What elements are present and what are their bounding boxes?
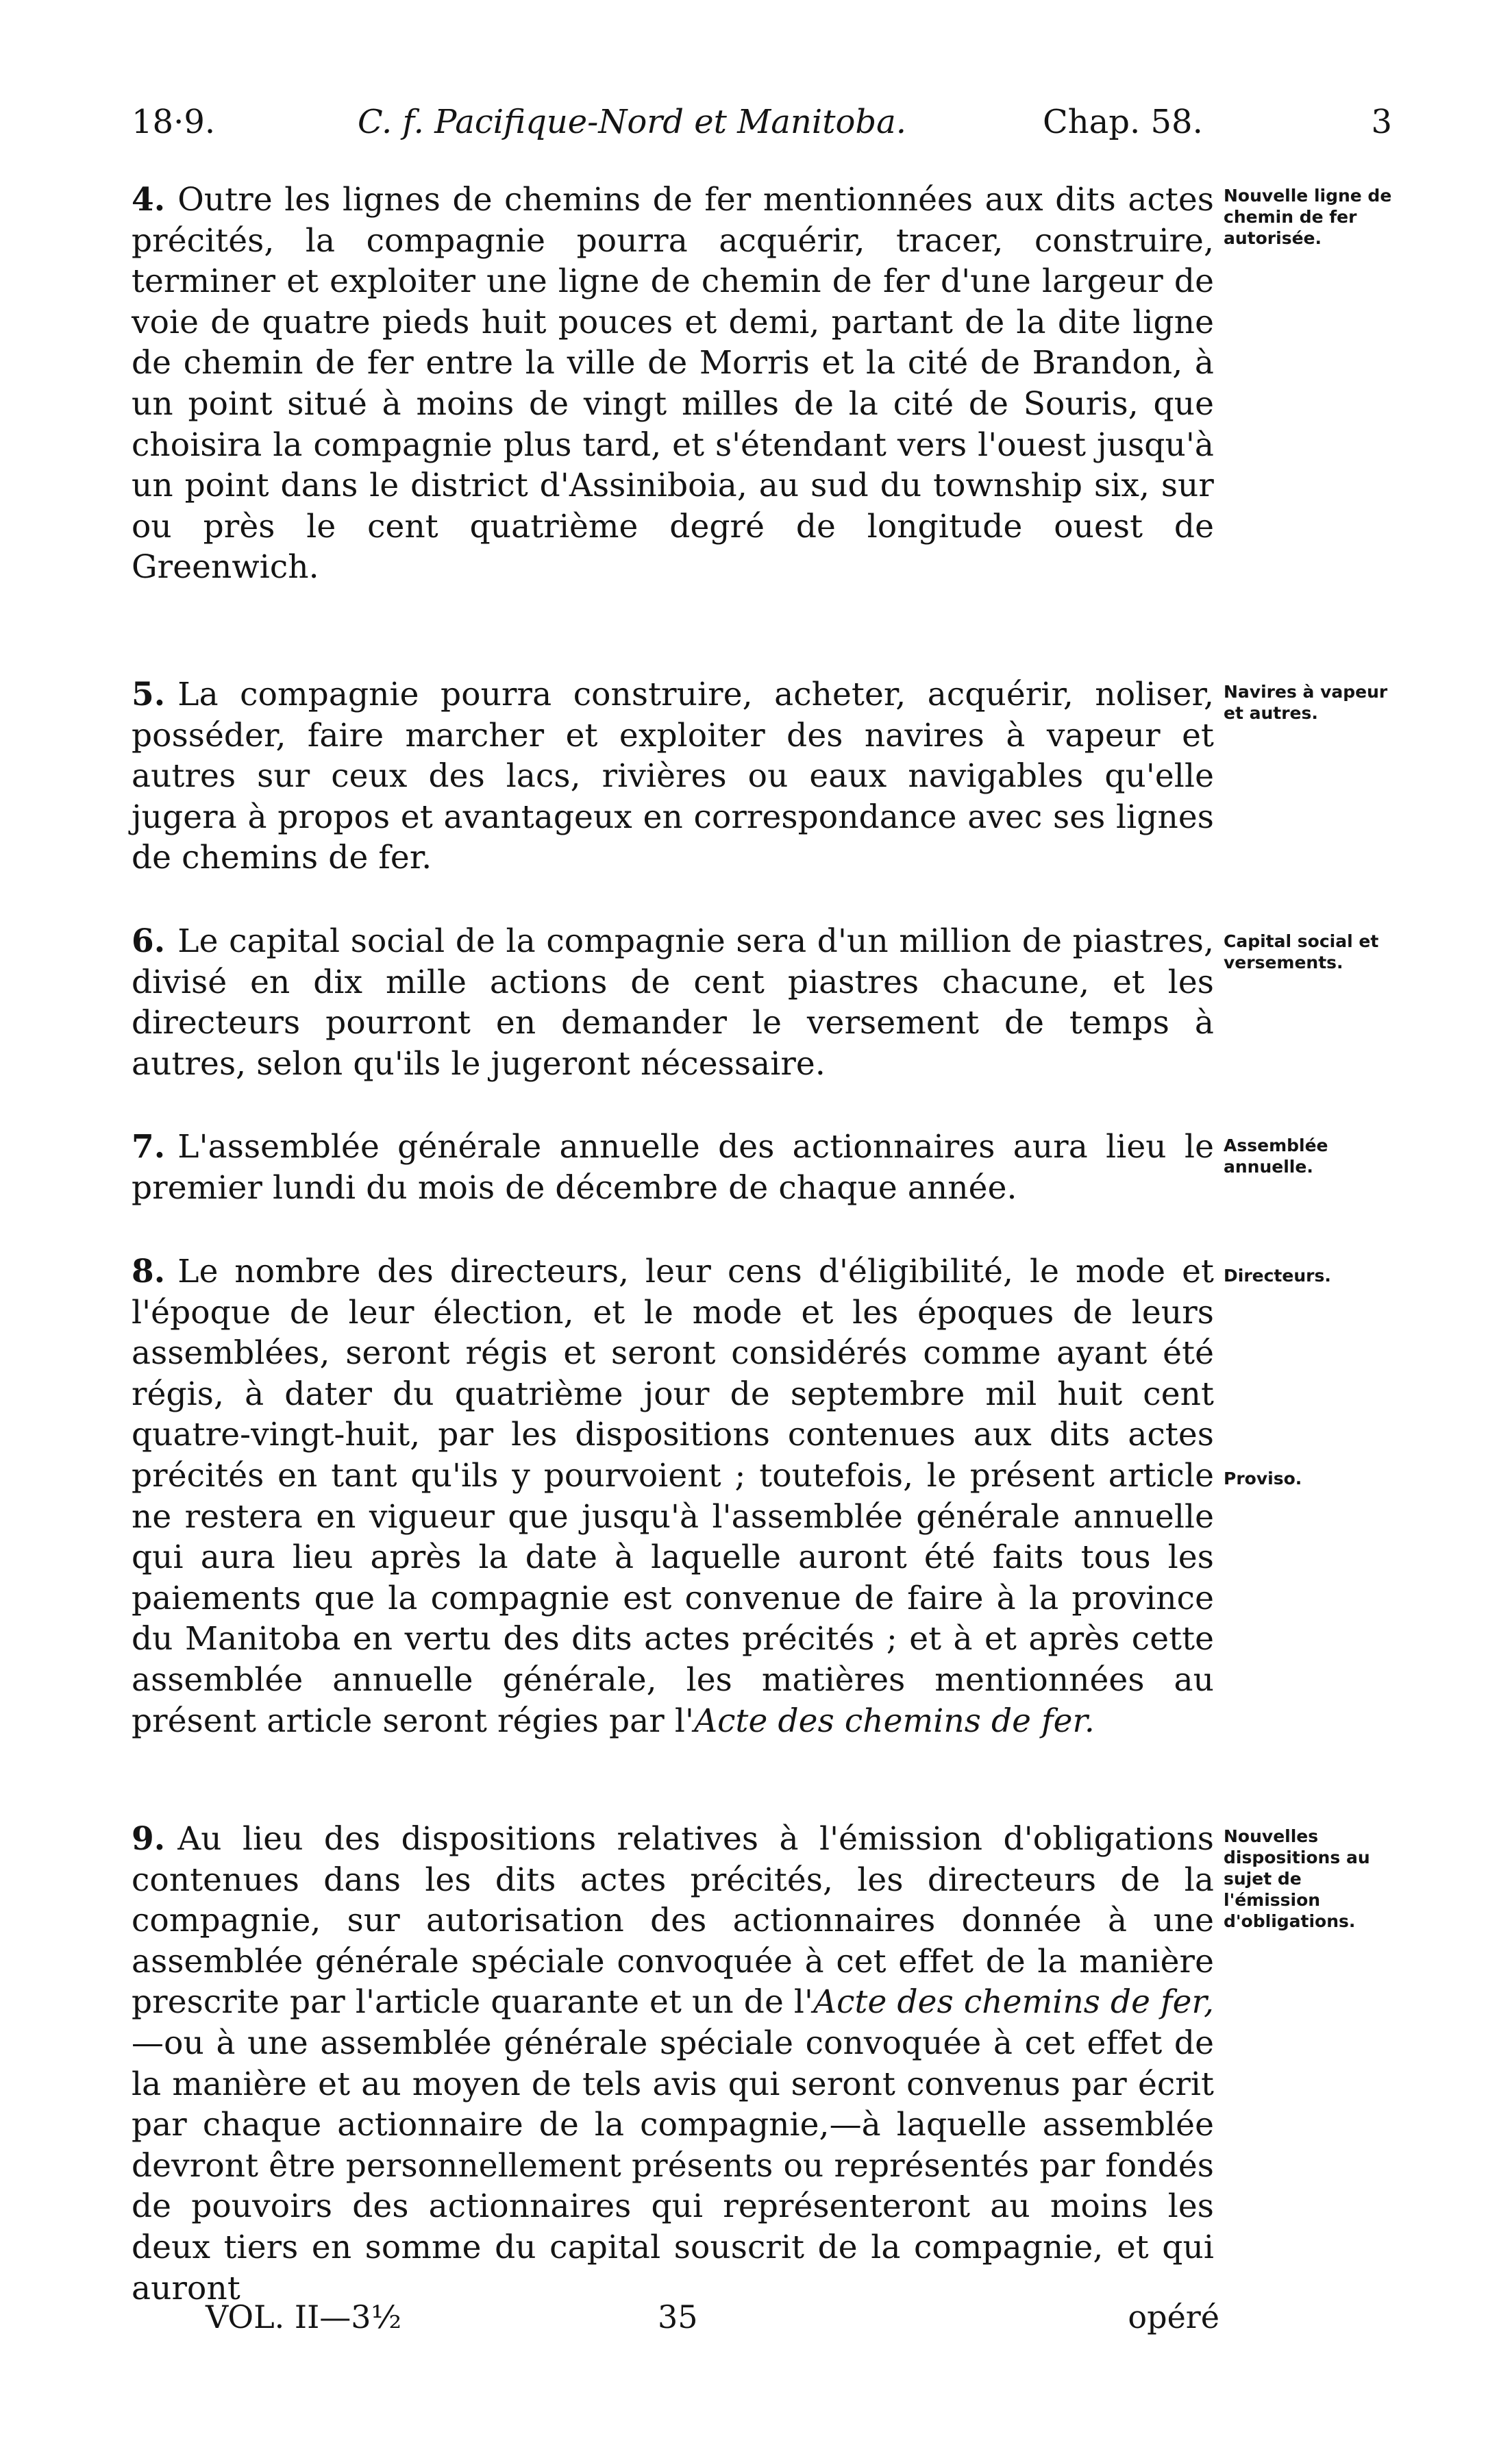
footer-volume: VOL. II—3½ [206, 2298, 402, 2335]
section-8 [132, 1251, 1214, 1741]
header-year: 18·9. [132, 103, 216, 141]
section-body: L'assemblée générale annuelle des actionnaires aura lieu le premier lundi du mois de décembre de chaque année. [132, 1128, 1214, 1207]
act-title-italic: Acte des chemins de fer, [813, 1983, 1214, 2022]
section-body: Outre les lignes de chemins de fer mentionnées aux dits actes précités, la compagnie pourra acquérir, tracer, construire, terminer et exploiter une ligne de chemin de fer d'une largeur de voie de quatre pieds huit pouces et demi, partant de la dite ligne de chemin de fer entre la ville de Morris et la cité de Brandon, à un point situé à moins de vingt milles de la cité de Souris, que choisira la compagnie plus tard, et s'étendant vers l'ouest jusqu'à un point dans le district d'Assiniboia, au sud du township six, sur ou près le cent quatrième degré de longitude ouest de Greenwich. [132, 181, 1214, 587]
act-title-italic: Acte des chemins de fer. [694, 1702, 1095, 1740]
margin-note-capital: Capital social et versements. [1224, 931, 1379, 972]
section-body: Le nombre des directeurs, leur cens d'éligibilité, le mode et l'époque de leur élection, et le mode et les époques de leurs assemblées, seront régis et seront considérés comme ayant été régis, à dater du quatrième jour de septembre mil huit cent quatre-vingt-huit, par les dispositions contenues aux dits actes précités en tant qu'ils y pourvoient ; toutefois, le présent article ne restera en vigueur que jusqu'à l'assemblée générale annuelle qui aura lieu après la date à laquelle auront été faits tous les paiements que la compagnie est convenue de faire à la province du Manitoba en vertu des dits actes précités ; et à et après cette assemblée annuelle générale, les matières mentionnées au présent article seront régies par l' [132, 1253, 1214, 1740]
section-9 [132, 1819, 1214, 2309]
header-chapter: Chap. 58. [1043, 103, 1203, 141]
section-body: Au lieu des dispositions relatives à l'émission d'obligations contenues dans les dits actes précités, les directeurs de la compagnie, sur autorisation des actionnaires donnée à une assemblée générale spéciale convoquée à cet effet de la manière prescrite par l'article quarante et un de l' [132, 1820, 1214, 2022]
section-number: 9. [132, 1820, 166, 1858]
margin-note-bonds: Nouvelles dispositions au sujet de l'émission d'obligations. [1224, 1826, 1370, 1931]
margin-note-proviso: Proviso. [1224, 1469, 1302, 1488]
margin-note-steamers: Navires à vapeur et autres. [1224, 682, 1388, 723]
header-title: C. f. Pacifique-Nord et Manitoba. [358, 103, 906, 141]
section-number: 4. [132, 181, 166, 219]
section-text [132, 180, 1214, 588]
section-body: Le capital social de la compagnie sera d'un million de piastres, divisé en dix mille actions de cent piastres chacune, et les directeurs pourront en demander le versement de temps à autres, selon qu'ils le jugeront nécessaire. [132, 922, 1214, 1083]
running-header [132, 101, 1392, 143]
section-number: 5. [132, 676, 166, 713]
section-6 [132, 921, 1214, 1084]
section-number: 8. [132, 1253, 166, 1290]
section-7 [132, 1127, 1214, 1208]
footer-catchword: opéré [1128, 2298, 1219, 2335]
section-body: La compagnie pourra construire, acheter, acquérir, noliser, posséder, faire marcher et exploiter des navires à vapeur et autres sur ceux des lacs, rivières ou eaux navigables qu'elle jugera à propos et avantageux en correspondance avec ses lignes de chemins de fer. [132, 676, 1214, 877]
section-number: 6. [132, 922, 166, 960]
section-text [132, 674, 1214, 879]
section-text [132, 1251, 1214, 1741]
section-text [132, 1127, 1214, 1208]
section-4 [132, 180, 1214, 588]
margin-note-new-line: Nouvelle ligne de chemin de fer autorisée. [1224, 186, 1392, 248]
section-text [132, 921, 1214, 1084]
margin-note-directors: Directeurs. [1224, 1266, 1331, 1286]
footer-signature-number: 35 [658, 2298, 698, 2335]
section-text [132, 1819, 1214, 2309]
header-page-number: 3 [1371, 103, 1392, 141]
page-footer [206, 2296, 1219, 2338]
section-body-continued: —ou à une assemblée générale spéciale convoquée à cet effet de la manière et au moyen de tels avis qui seront convenus par écrit par chaque actionnaire de la compagnie,—à laquelle assemblée devront être personnellement présents ou représentés par fondés de pouvoirs des actionnaires qui représenteront au moins les deux tiers en somme du capital souscrit de la compagnie, et qui auront [132, 2024, 1214, 2307]
section-5 [132, 674, 1214, 879]
section-number: 7. [132, 1128, 166, 1166]
margin-note-annual-meeting: Assemblée annuelle. [1224, 1136, 1328, 1177]
